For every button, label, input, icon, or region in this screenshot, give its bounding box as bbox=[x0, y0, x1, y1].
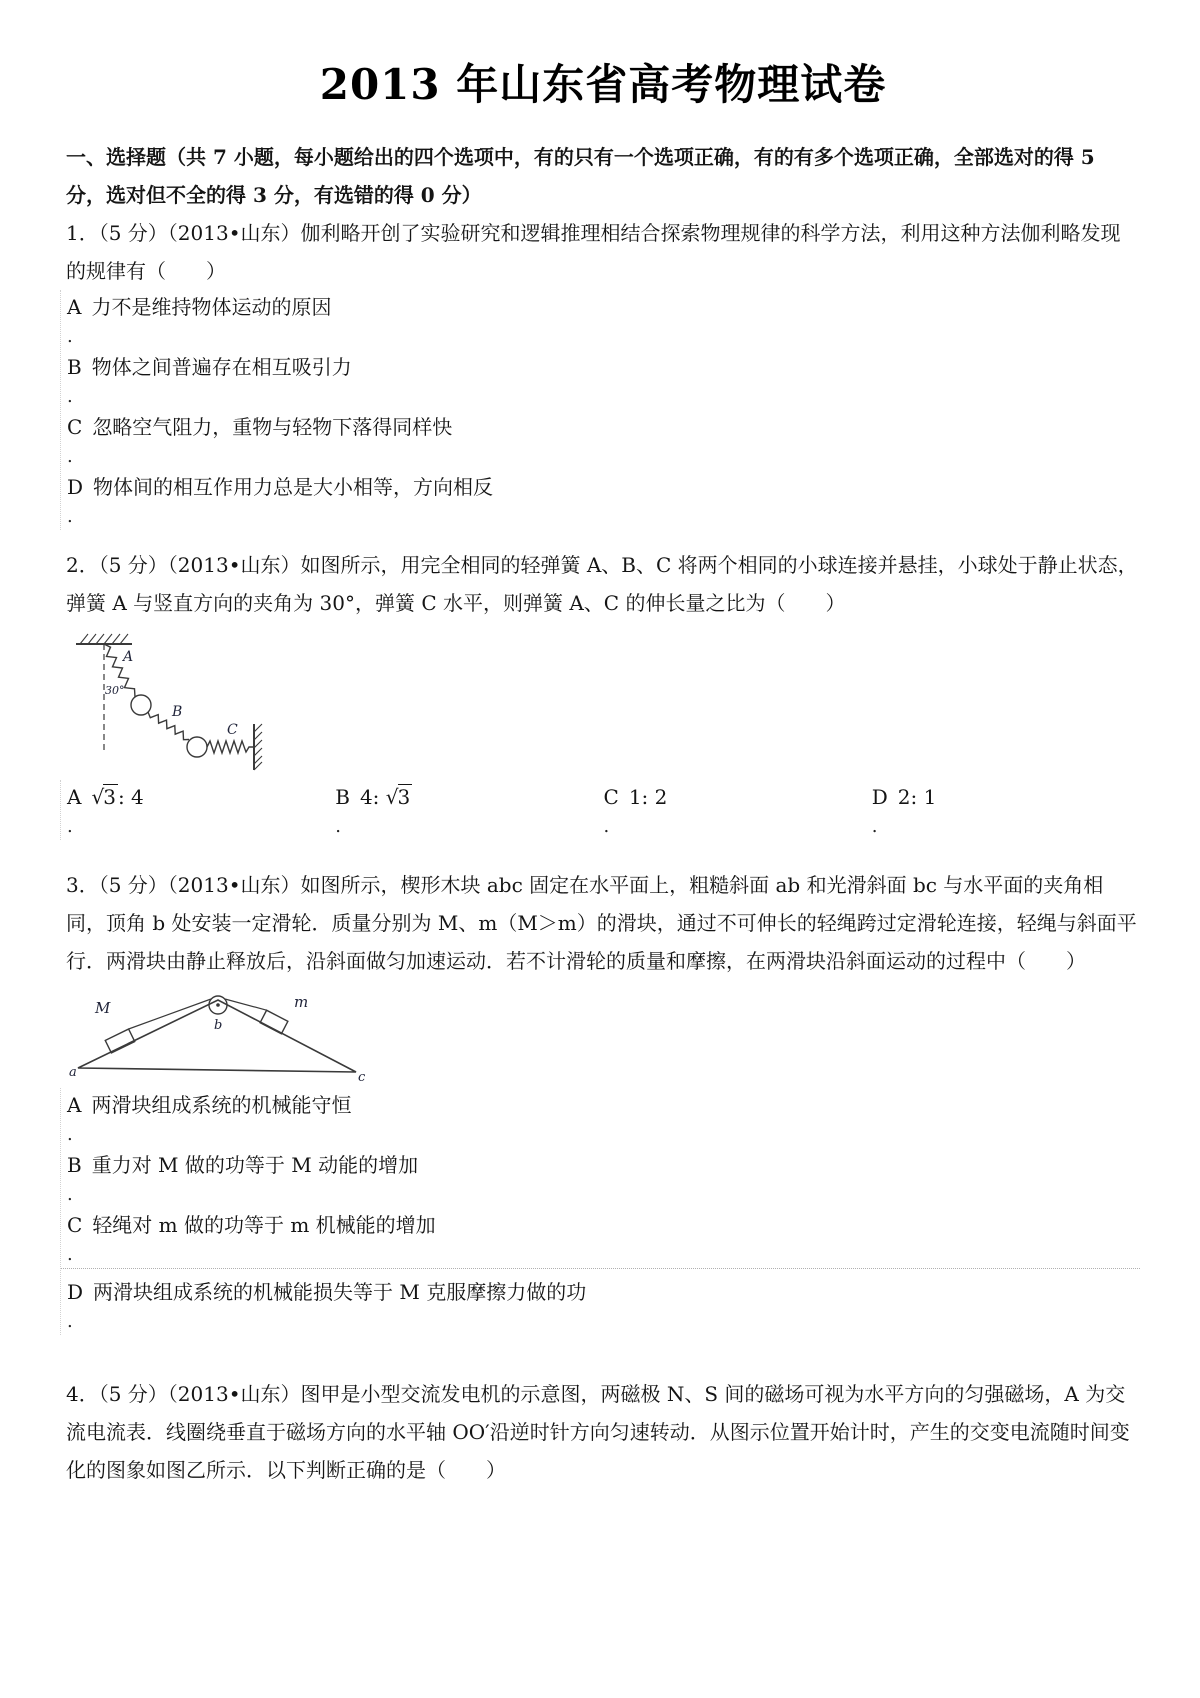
option-label: A bbox=[67, 785, 82, 809]
option-label: C bbox=[67, 1213, 83, 1237]
vertex-a-label: a bbox=[69, 1065, 77, 1080]
spring-c bbox=[207, 741, 253, 753]
q3-option-d bbox=[67, 1275, 1140, 1309]
option-label: D bbox=[871, 785, 888, 809]
dot-separator: . bbox=[67, 446, 73, 467]
q4-stem: 4．（5 分）（2013•山东）图甲是小型交流发电机的示意图，两磁极 N、S 间的磁场可视为水平方向的匀强磁场，A 为交流电流表．线圈绕垂直于磁场方向的水平轴 OO′沿逆时针方向匀速转动．从图示位置开始计时，产生的交变电流随时间变化的图象如图乙所示．以下判断正确的是（ ） bbox=[66, 1382, 1130, 1482]
q2-option-b bbox=[335, 780, 603, 814]
option-text: 物体间的相互作用力总是大小相等，方向相反 bbox=[93, 475, 494, 499]
dotted-divider bbox=[61, 1268, 1140, 1269]
q1-options bbox=[60, 290, 1140, 530]
q3-stem: 3．（5 分）（2013•山东）如图所示，楔形木块 abc 固定在水平面上，粗糙斜面 ab 和光滑斜面 bc 与水平面的夹角相同，顶角 b 处安装一定滑轮．质量分别为 M、m（M＞m）的滑块，通过不可伸长的轻绳跨过定滑轮连接，轻绳与斜面平行．两滑块由静止释放后，沿斜面做匀加速运动．若不计滑轮的质量和摩擦，在两滑块沿斜面运动的过程中（ ） bbox=[66, 873, 1137, 973]
q2-spring-figure bbox=[68, 628, 1140, 778]
block-m-label: m bbox=[294, 993, 309, 1011]
dot-separator: . bbox=[67, 506, 73, 527]
dot-separator: . bbox=[335, 816, 341, 837]
q1-option-c bbox=[67, 410, 1140, 444]
dot-separator: . bbox=[67, 1124, 73, 1145]
block-m bbox=[260, 1010, 288, 1034]
rope-left bbox=[129, 999, 211, 1029]
option-label: A bbox=[67, 295, 82, 319]
spring-b-label: B bbox=[172, 704, 183, 720]
option-label: B bbox=[67, 355, 82, 379]
option-label: D bbox=[67, 1280, 84, 1304]
dot-separator: . bbox=[871, 816, 878, 837]
spring-b bbox=[148, 712, 189, 740]
option-text: 力不是维持物体运动的原因 bbox=[91, 295, 332, 319]
wall-hatch bbox=[254, 724, 262, 770]
dot-separator: . bbox=[67, 1184, 73, 1205]
q2-option-c bbox=[604, 780, 872, 814]
wedge-outline bbox=[78, 1000, 356, 1072]
option-label: C bbox=[603, 785, 619, 809]
option-text: 两滑块组成系统的机械能守恒 bbox=[91, 1093, 352, 1117]
option-label: A bbox=[67, 1093, 82, 1117]
q3-wedge-figure bbox=[68, 986, 1140, 1086]
q2-option-a bbox=[67, 780, 335, 814]
q1-stem: 1．（5 分）（2013•山东）伽利略开创了实验研究和逻辑推理相结合探索物理规律的科学方法，利用这种方法伽利略发现的规律有（ ） bbox=[66, 221, 1121, 283]
block-M bbox=[105, 1029, 135, 1053]
dot-separator: . bbox=[67, 1311, 73, 1332]
sqrt-sign: √ bbox=[91, 785, 104, 809]
q2-stem: 2．（5 分）（2013•山东）如图所示，用完全相同的轻弹簧 A、B、C 将两个相同的小球连接并悬挂，小球处于静止状态，弹簧 A 与竖直方向的夹角为 30°，弹簧 C 水平，则弹簧 A、C 的伸长量之比为（ ） bbox=[66, 553, 1138, 615]
q1-option-b bbox=[67, 350, 1140, 384]
q1-option-a bbox=[67, 290, 1140, 324]
sqrt-num: 3 bbox=[103, 785, 116, 809]
q3-option-b bbox=[67, 1148, 1140, 1182]
sqrt-num: 3 bbox=[397, 785, 411, 809]
option-label: B bbox=[335, 785, 350, 809]
q1-option-d bbox=[67, 470, 1140, 504]
option-pre: 2: 1 bbox=[897, 785, 937, 809]
pulley-axle bbox=[216, 1003, 220, 1007]
spring-c-label: C bbox=[227, 722, 238, 738]
option-label: B bbox=[67, 1153, 82, 1177]
rope-right bbox=[225, 999, 267, 1010]
ceiling-hatch bbox=[76, 634, 132, 644]
option-text: 重力对 M 做的功等于 M 动能的增加 bbox=[91, 1153, 419, 1177]
dot-separator: . bbox=[67, 816, 73, 837]
spring-diagram bbox=[68, 628, 308, 778]
block-M-label: M bbox=[95, 999, 111, 1017]
dot-separator: . bbox=[67, 386, 73, 407]
ball-2 bbox=[187, 737, 207, 757]
page-title: 2013 年山东省高考物理试卷 bbox=[319, 60, 887, 109]
option-pre: 1: 2 bbox=[628, 785, 668, 809]
wedge-diagram bbox=[68, 986, 368, 1086]
q3-option-c bbox=[67, 1208, 1140, 1242]
q3-option-a bbox=[67, 1088, 1140, 1122]
angle-label: 30° bbox=[105, 684, 125, 697]
apex-label: b bbox=[214, 1018, 223, 1033]
option-pre: 4: bbox=[359, 785, 386, 809]
dot-separator: . bbox=[603, 816, 610, 837]
q2-option-d bbox=[872, 780, 1140, 814]
vertex-c-label: c bbox=[358, 1070, 366, 1085]
option-text: 忽略空气阻力，重物与轻物下落得同样快 bbox=[92, 415, 453, 439]
option-post: : 4 bbox=[117, 785, 144, 809]
section-header: 一、选择题（共 7 小题，每小题给出的四个选项中，有的只有一个选项正确，有的有多个选项正确，全部选对的得 5 分，选对但不全的得 3 分，有选错的得 0 分） bbox=[66, 145, 1095, 207]
spring-a-label: A bbox=[123, 649, 134, 665]
option-text: 两滑块组成系统的机械能损失等于 M 克服摩擦力做的功 bbox=[93, 1280, 587, 1304]
option-label: C bbox=[67, 415, 83, 439]
option-text: 轻绳对 m 做的功等于 m 机械能的增加 bbox=[92, 1213, 436, 1237]
dot-separator: . bbox=[67, 326, 73, 347]
sqrt-sign: √ bbox=[385, 785, 398, 809]
option-text: 物体之间普遍存在相互吸引力 bbox=[91, 355, 352, 379]
q3-options bbox=[60, 1088, 1140, 1335]
option-label: D bbox=[67, 475, 84, 499]
q2-options bbox=[60, 780, 1140, 840]
dot-separator: . bbox=[67, 1244, 73, 1265]
